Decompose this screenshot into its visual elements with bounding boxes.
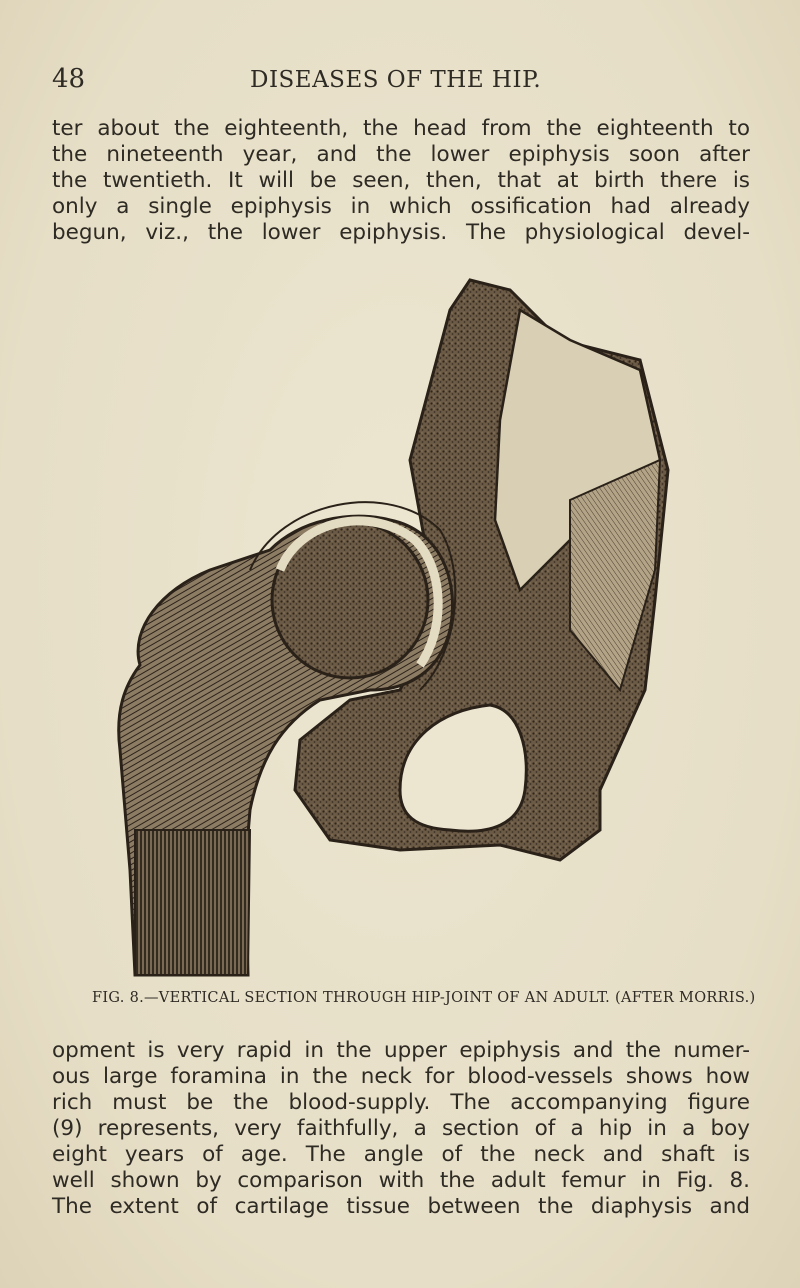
text-line: eight years of age. The angle of the neck and shaft is [52, 1142, 750, 1167]
text-line: ous large foramina in the neck for blood-vessels shows how [52, 1064, 750, 1089]
text-line: opment is very rapid in the upper epiphysis and the numer- [52, 1038, 750, 1063]
paragraph-top [52, 116, 750, 246]
paragraph-bottom [52, 1038, 750, 1220]
text-line: (9) represents, very faithfully, a section of a hip in a boy [52, 1116, 750, 1141]
text-line: ter about the eighteenth, the head from the eighteenth to [52, 116, 750, 141]
figure-caption: FIG. 8.—VERTICAL SECTION THROUGH HIP-JOINT OF AN ADULT. (AFTER MORRIS.) [92, 990, 756, 1006]
text-line: begun, viz., the lower epiphysis. The physiological devel- [52, 220, 750, 245]
page-header [52, 64, 752, 98]
text-line: well shown by comparison with the adult femur in Fig. 8. [52, 1168, 750, 1193]
page-number: 48 [52, 64, 86, 94]
hip-joint-illustration [100, 270, 710, 980]
text-line: the nineteenth year, and the lower epiphysis soon after [52, 142, 750, 167]
text-line: The extent of cartilage tissue between the diaphysis and [52, 1194, 750, 1219]
text-line: only a single epiphysis in which ossification had already [52, 194, 750, 219]
femoral-shaft-shape [135, 830, 250, 975]
text-line: rich must be the blood-supply. The accompanying figure [52, 1090, 750, 1115]
text-line: the twentieth. It will be seen, then, that at birth there is [52, 168, 750, 193]
running-head: DISEASES OF THE HIP. [250, 67, 542, 93]
